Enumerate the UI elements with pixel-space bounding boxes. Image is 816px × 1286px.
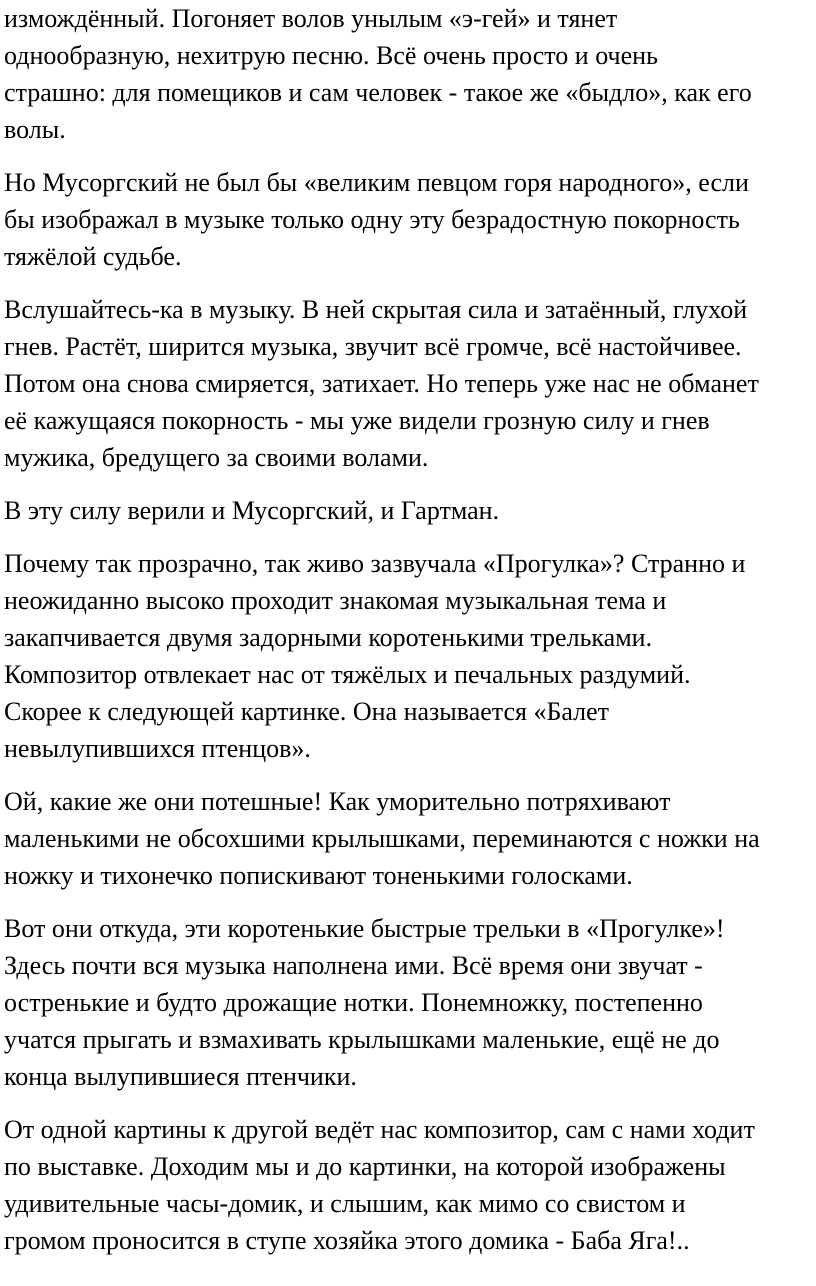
- text-line: конца вылупившиеся птенчики.: [4, 1062, 357, 1091]
- paragraph-3: [4, 291, 816, 476]
- text-line: удивительные часы-домик, и слышим, как мимо со свистом и: [4, 1189, 686, 1218]
- text-line: тяжёлой судьбе.: [4, 242, 182, 271]
- text-line: страшно: для помещиков и сам человек - такое же «быдло», как его: [4, 78, 752, 107]
- text-line: маленькими не обсохшими крылышками, переминаются с ножки на: [4, 824, 760, 853]
- text-line: гнев. Растёт, ширится музыка, звучит всё громче, всё настойчивее.: [4, 332, 742, 361]
- text-line: Почему так прозрачно, так живо зазвучала «Прогулка»? Странно и: [4, 549, 746, 578]
- document-body: [4, 0, 816, 1275]
- text-line: Вот они откуда, эти коротенькие быстрые трельки в «Прогулке»!: [4, 914, 725, 943]
- text-line: Но Мусоргский не был бы «великим певцом горя народного», если: [4, 168, 749, 197]
- text-line: остренькие и будто дрожащие нотки. Понемножку, постепенно: [4, 988, 703, 1017]
- text-line: по выставке. Доходим мы и до картинки, на которой изображены: [4, 1152, 726, 1181]
- text-line: её кажущаяся покорность - мы уже видели грозную силу и гнев: [4, 406, 710, 435]
- text-line: учатся прыгать и взмахивать крылышками маленькие, ещё не до: [4, 1025, 720, 1054]
- text-line: бы изображал в музыке только одну эту безрадостную покорность: [4, 205, 740, 234]
- paragraph-2: [4, 164, 816, 275]
- text-line: ножку и тихонечко попискивают тоненькими голосками.: [4, 861, 633, 890]
- paragraph-6: [4, 783, 816, 894]
- text-line: Скорее к следующей картинке. Она называется «Балет: [4, 697, 610, 726]
- text-line: громом проносится в ступе хозяйка этого домика - Баба Яга!..: [4, 1226, 690, 1255]
- text-line: неожиданно высоко проходит знакомая музыкальная тема и: [4, 586, 667, 615]
- text-line: Здесь почти вся музыка наполнена ими. Всё время они звучат -: [4, 951, 703, 980]
- text-line: измождённый. Погоняет волов унылым «э-гей» и тянет: [4, 4, 618, 33]
- text-line: От одной картины к другой ведёт нас композитор, сам с нами ходит: [4, 1115, 755, 1144]
- text-line: волы.: [4, 115, 66, 144]
- text-line: невылупившихся птенцов».: [4, 734, 311, 763]
- paragraph-7: [4, 910, 816, 1095]
- paragraph-8: [4, 1111, 816, 1259]
- paragraph-1: [4, 0, 816, 148]
- text-line: Композитор отвлекает нас от тяжёлых и печальных раздумий.: [4, 660, 691, 689]
- paragraph-4: [4, 492, 816, 529]
- paragraph-5: [4, 545, 816, 767]
- text-line: мужика, бредущего за своими волами.: [4, 443, 429, 472]
- text-line: закапчивается двумя задорными коротенькими трельками.: [4, 623, 653, 652]
- text-line: однообразную, нехитрую песню. Всё очень просто и очень: [4, 41, 658, 70]
- text-line: Потом она снова смиряется, затихает. Но теперь уже нас не обманет: [4, 369, 759, 398]
- text-line: Вслушайтесь-ка в музыку. В ней скрытая сила и затаённый, глухой: [4, 295, 748, 324]
- text-line: Ой, какие же они потешные! Как уморительно потряхивают: [4, 787, 671, 816]
- text-line: В эту силу верили и Мусоргский, и Гартман.: [4, 496, 500, 525]
